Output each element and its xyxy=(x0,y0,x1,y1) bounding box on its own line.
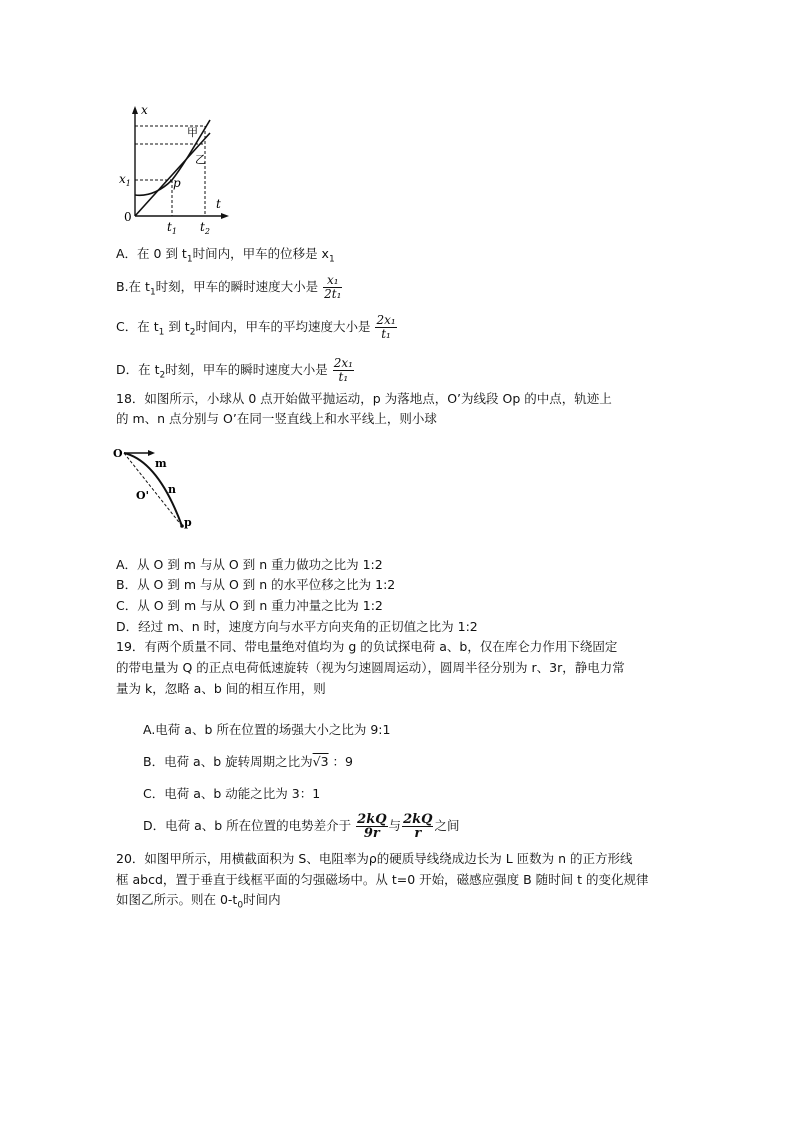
q20-line1: 20．如图甲所示，用横截面积为 S、电阻率为ρ的硬质导线绕成边长为 L 匝数为 n 的正方形线 xyxy=(116,851,633,866)
q17-option-d: D．在 $t_2$时刻，甲车的瞬时速度大小是 $\frac{\text{2x₁}}{\text{t₁}}$ xyxy=(116,356,353,384)
line-yi xyxy=(135,133,210,216)
xt-graph xyxy=(115,103,230,235)
q18-option-d: D．经过 m、n 时，速度方向与水平方向夹角的正切值之比为 1:2 xyxy=(116,619,478,634)
label-o-prime: O' xyxy=(136,489,149,502)
t1-tick-label: $t_1$ xyxy=(167,220,177,235)
q19-d-fraction-2: $\frac{2kQ}{r}$ xyxy=(403,812,433,841)
q19-option-c: C．电荷 a、b 动能之比为 3：1 xyxy=(143,786,321,801)
q17-c-fraction: $\frac{\text{2x₁}}{\text{t₁}}$ xyxy=(376,313,396,341)
x-axis-arrow xyxy=(221,213,229,219)
q20-line3: 如图乙所示。则在 $0-t_0$时间内 xyxy=(116,892,281,911)
q20-line2: 框 abcd，置于垂直于线框平面的匀强磁场中。从 t=0 开始，磁感应强度 B 随时间 t 的变化规律 xyxy=(116,872,649,887)
q17-option-a: A．在 0 到 $t_1$时间内，甲车的位移是 $x_1$ xyxy=(116,246,335,265)
curve-jia-label: 甲 xyxy=(187,126,198,139)
sqrt3: √3 xyxy=(312,754,329,769)
q19-stem-line1: 19．有两个质量不同、带电量绝对值均为 g 的负试探电荷 a、b，仅在库仑力作用下绕固定 xyxy=(116,639,618,654)
q19-option-a: A.电荷 a、b 所在位置的场强大小之比为 9:1 xyxy=(143,722,391,737)
y-axis-arrow xyxy=(132,106,138,114)
axis-t-label: t xyxy=(216,197,221,211)
x1-tick-label: $x_1$ xyxy=(119,172,131,188)
q19-option-b: B．电荷 a、b 旋转周期之比为√3 ：9 xyxy=(143,754,353,769)
q17-option-c: C．在 $t_1$ 到 $t_2$时间内，甲车的平均速度大小是 $\frac{\text{2x₁}}{\text{t₁}}$ xyxy=(116,313,396,341)
q18-option-a: A．从 O 到 m 与从 O 到 n 重力做功之比为 1:2 xyxy=(116,557,383,572)
q19-d-fraction-1: $\frac{2kQ}{9r}$ xyxy=(357,812,387,841)
label-p: p xyxy=(184,516,192,529)
q17-b-fraction: $\frac{\text{x₁}}{\text{2t₁}}$ xyxy=(324,273,342,301)
q19-stem-line2: 的带电量为 Q 的正点电荷低速旋转（视为匀速圆周运动），圆周半径分别为 r、3r，静电力常 xyxy=(116,660,625,675)
q19-option-d: D．电荷 a、b 所在位置的电势差介于 $\frac{2kQ}{9r}$ 与 $\frac{2kQ}{r}$ 之间 xyxy=(143,812,460,841)
label-m: m xyxy=(155,457,167,470)
q17-option-b: B.在 $t_1$时刻，甲车的瞬时速度大小是 $\frac{\text{x₁}}{\text{2t₁}}$ xyxy=(116,273,342,301)
q19-stem-line3: 量为 k，忽略 a、b 间的相互作用，则 xyxy=(116,681,326,696)
q17-d-fraction: $\frac{\text{2x₁}}{\text{t₁}}$ xyxy=(333,356,353,384)
projectile-figure xyxy=(110,443,200,533)
t2-tick-label: $t_2$ xyxy=(200,220,210,235)
q18-option-c: C．从 O 到 m 与从 O 到 n 重力冲量之比为 1:2 xyxy=(116,598,383,613)
curve-yi-label: 乙 xyxy=(195,153,206,166)
arrow-head-icon xyxy=(148,450,155,456)
q18-stem-line1: 18．如图所示，小球从 0 点开始做平抛运动，p 为落地点，O’为线段 Op 的中点，轨迹上 xyxy=(116,391,612,406)
q18-option-b: B．从 O 到 m 与从 O 到 n 的水平位移之比为 1:2 xyxy=(116,577,396,592)
origin-label: 0 xyxy=(124,210,132,224)
point-p-label: p xyxy=(173,176,181,190)
axis-x-label: x xyxy=(141,103,148,117)
label-n: n xyxy=(168,483,176,496)
q18-stem-line2: 的 m、n 点分别与 O’在同一竖直线上和水平线上，则小球 xyxy=(116,411,437,426)
label-o: O xyxy=(113,447,123,460)
